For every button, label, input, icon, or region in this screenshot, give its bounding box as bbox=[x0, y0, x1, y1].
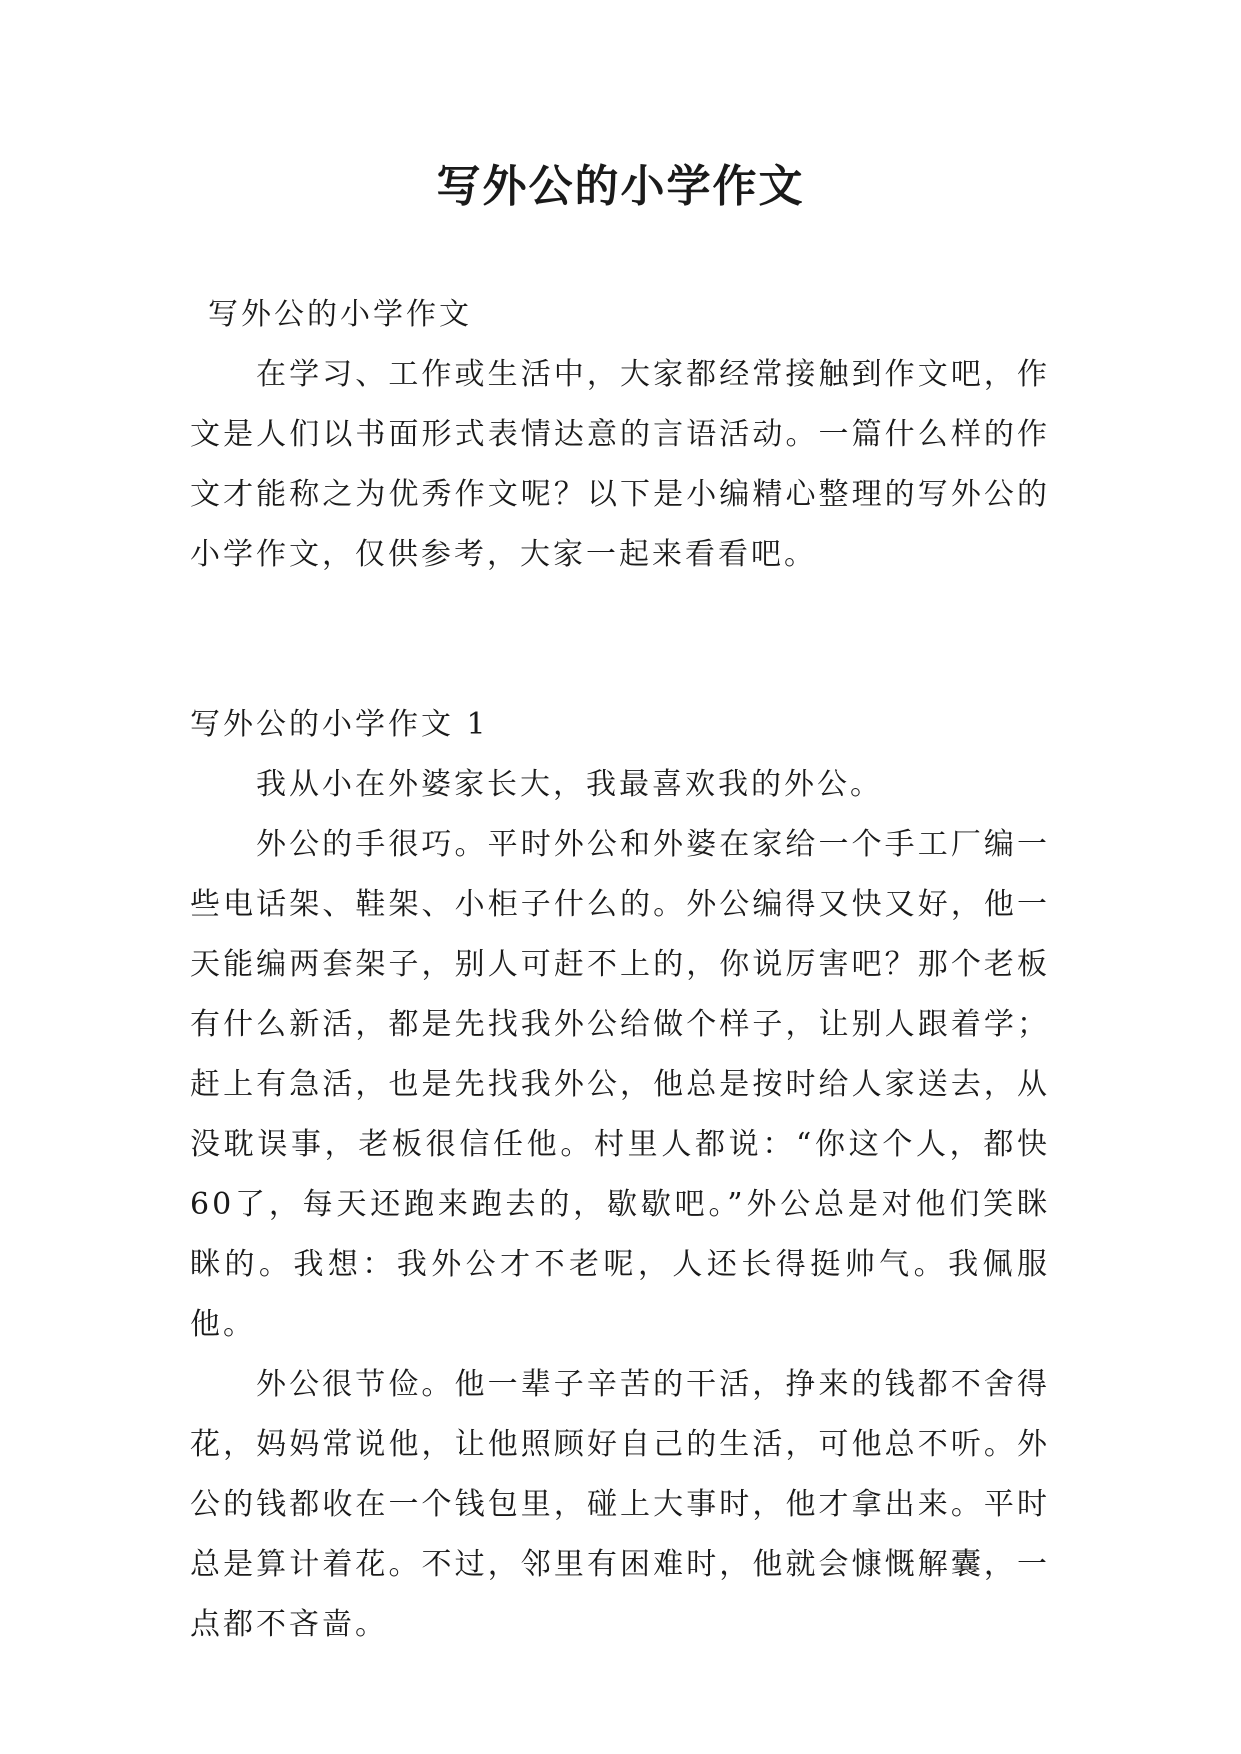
intro-subtitle: 写外公的小学作文 bbox=[208, 297, 472, 332]
intro-section bbox=[190, 285, 1050, 585]
document-title: 写外公的小学作文 bbox=[436, 161, 805, 212]
essay-1-paragraph-3: 外公很节俭。他一辈子辛苦的干活，挣来的钱都不舍得花，妈妈常说他，让他照顾好自己的生活，可他总不听。外公的钱都收在一个钱包里，碰上大事时，他才拿出来。平时总是算计着花。不过，邻里有困难时，他就会慷慨解囊，一点都不吝啬。 bbox=[190, 1367, 1050, 1642]
essay-1-section bbox=[190, 695, 1050, 1655]
intro-paragraph: 在学习、工作或生活中，大家都经常接触到作文吧，作文是人们以书面形式表情达意的言语活动。一篇什么样的作文才能称之为优秀作文呢？以下是小编精心整理的写外公的小学作文，仅供参考，大家一起来看看吧。 bbox=[190, 357, 1050, 572]
essay-1-paragraph-2: 外公的手很巧。平时外公和外婆在家给一个手工厂编一些电话架、鞋架、小柜子什么的。外公编得又快又好，他一天能编两套架子，别人可赶不上的，你说厉害吧？那个老板有什么新活，都是先找我外公给做个样子，让别人跟着学；赶上有急活，也是先找我外公，他总是按时给人家送去，从没耽误事，老板很信任他。村里人都说：“你这个人，都快60了，每天还跑来跑去的，歇歇吧。”外公总是对他们笑眯眯的。我想：我外公才不老呢，人还长得挺帅气。我佩服他。 bbox=[190, 827, 1050, 1342]
essay-1-heading: 写外公的小学作文 1 bbox=[190, 707, 489, 742]
essay-1-paragraph-1: 我从小在外婆家长大，我最喜欢我的外公。 bbox=[256, 767, 883, 802]
